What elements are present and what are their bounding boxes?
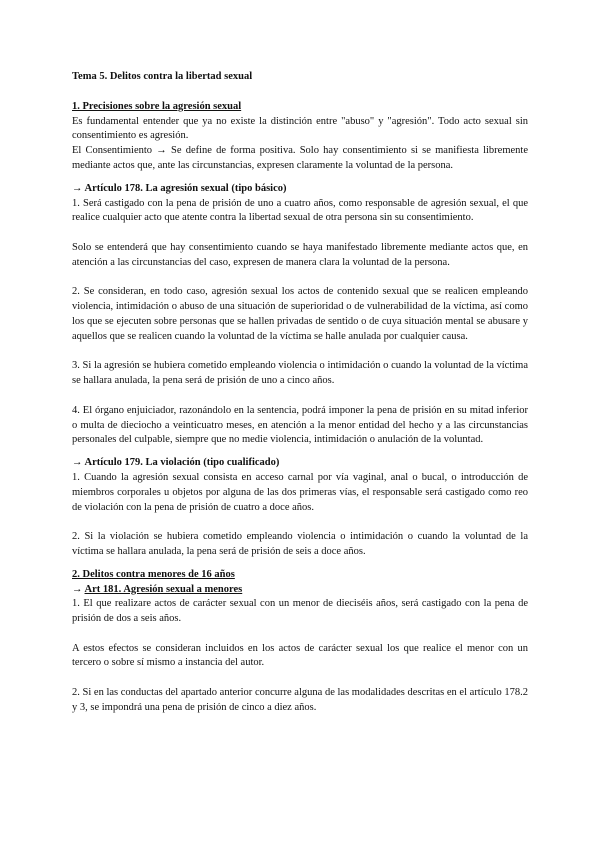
paragraph: 1. Será castigado con la pena de prisión de uno a cuatro años, como responsable de agresión sexual, el que realice cualquier acto que atente contra la libertad sexual de otra persona sin su consentimiento. — [72, 197, 528, 224]
section-heading-1: 1. Precisiones sobre la agresión sexual — [72, 100, 242, 112]
article-heading-181 — [72, 583, 528, 598]
paragraph: 2. Se consideran, en todo caso, agresión sexual los actos de contenido sexual que se realicen empleando violencia, intimidación o abuso de una situación de superioridad o de vulnerabilidad de la víctima, así como los que se ejecuten sobre personas que se hallen privadas de sentido o de cuya situación mental se abusare y aquellos que se realicen cuando la voluntad de la víctima se halle anulada por cualquier causa. — [72, 286, 528, 342]
article-heading-179: → Artículo 179. La violación (tipo cualificado) — [72, 457, 280, 469]
section-heading-2: 2. Delitos contra menores de 16 años — [72, 568, 235, 580]
document-title: Tema 5. Delitos contra la libertad sexual — [72, 71, 253, 82]
arrow: → — [72, 583, 85, 595]
paragraph: 3. Si la agresión se hubiera cometido empleando violencia o intimidación o cuando la voluntad de la víctima se hallara anulada, la pena será de prisión de uno a cinco años. — [72, 360, 528, 387]
paragraph: 2. Si en las conductas del apartado anterior concurre alguna de las modalidades descritas en el artículo 178.2 y 3, se impondrá una pena de prisión de cinco a diez años. — [72, 687, 528, 713]
paragraph: A estos efectos se consideran incluidos en los actos de carácter sexual los que realice el menor con un tercero o sobre sí mismo a instancia del autor. — [72, 642, 528, 669]
paragraph: 2. Si la violación se hubiera cometido empleando violencia o intimidación o cuando la voluntad de la víctima se hallara anulada, la pena será de prisión de seis a doce años. — [72, 531, 528, 557]
article-heading-178: → Artículo 178. La agresión sexual (tipo básico) — [72, 182, 287, 194]
paragraph: 1. El que realizare actos de carácter sexual con un menor de dieciséis años, será castigado con la pena de prisión de dos a seis años. — [72, 598, 528, 625]
paragraph: Es fundamental entender que ya no existe la distinción entre "abuso" y "agresión". Todo acto sexual sin consentimiento es agresión. — [72, 115, 528, 142]
article-label: Art 181. Agresión sexual a menores — [84, 583, 243, 595]
paragraph: Solo se entenderá que hay consentimiento cuando se haya manifestado libremente mediante actos que, en atención a las circunstancias del caso, expresen de manera clara la voluntad de la persona. — [72, 241, 528, 268]
paragraph: 4. El órgano enjuiciador, razonándolo en la sentencia, podrá imponer la pena de prisión en su mitad inferior o multa de dieciocho a veinticuatro meses, en atención a la menor entidad del hecho y a las circunstancias personales del culpable, siempre que no medie violencia, intimidación o anulación de la voluntad. — [72, 404, 528, 446]
paragraph: El Consentimiento → Se define de forma positiva. Solo hay consentimiento si se manifiesta libremente mediante actos que, ante las circunstancias, expresen claramente la voluntad de la persona. — [72, 145, 528, 171]
paragraph: 1. Cuando la agresión sexual consista en acceso carnal por vía vaginal, anal o bucal, o introducción de miembros corporales u objetos por alguna de las dos primeras vías, el responsable será castigado como reo de violación con la pena de prisión de cuatro a doce años. — [72, 471, 528, 513]
